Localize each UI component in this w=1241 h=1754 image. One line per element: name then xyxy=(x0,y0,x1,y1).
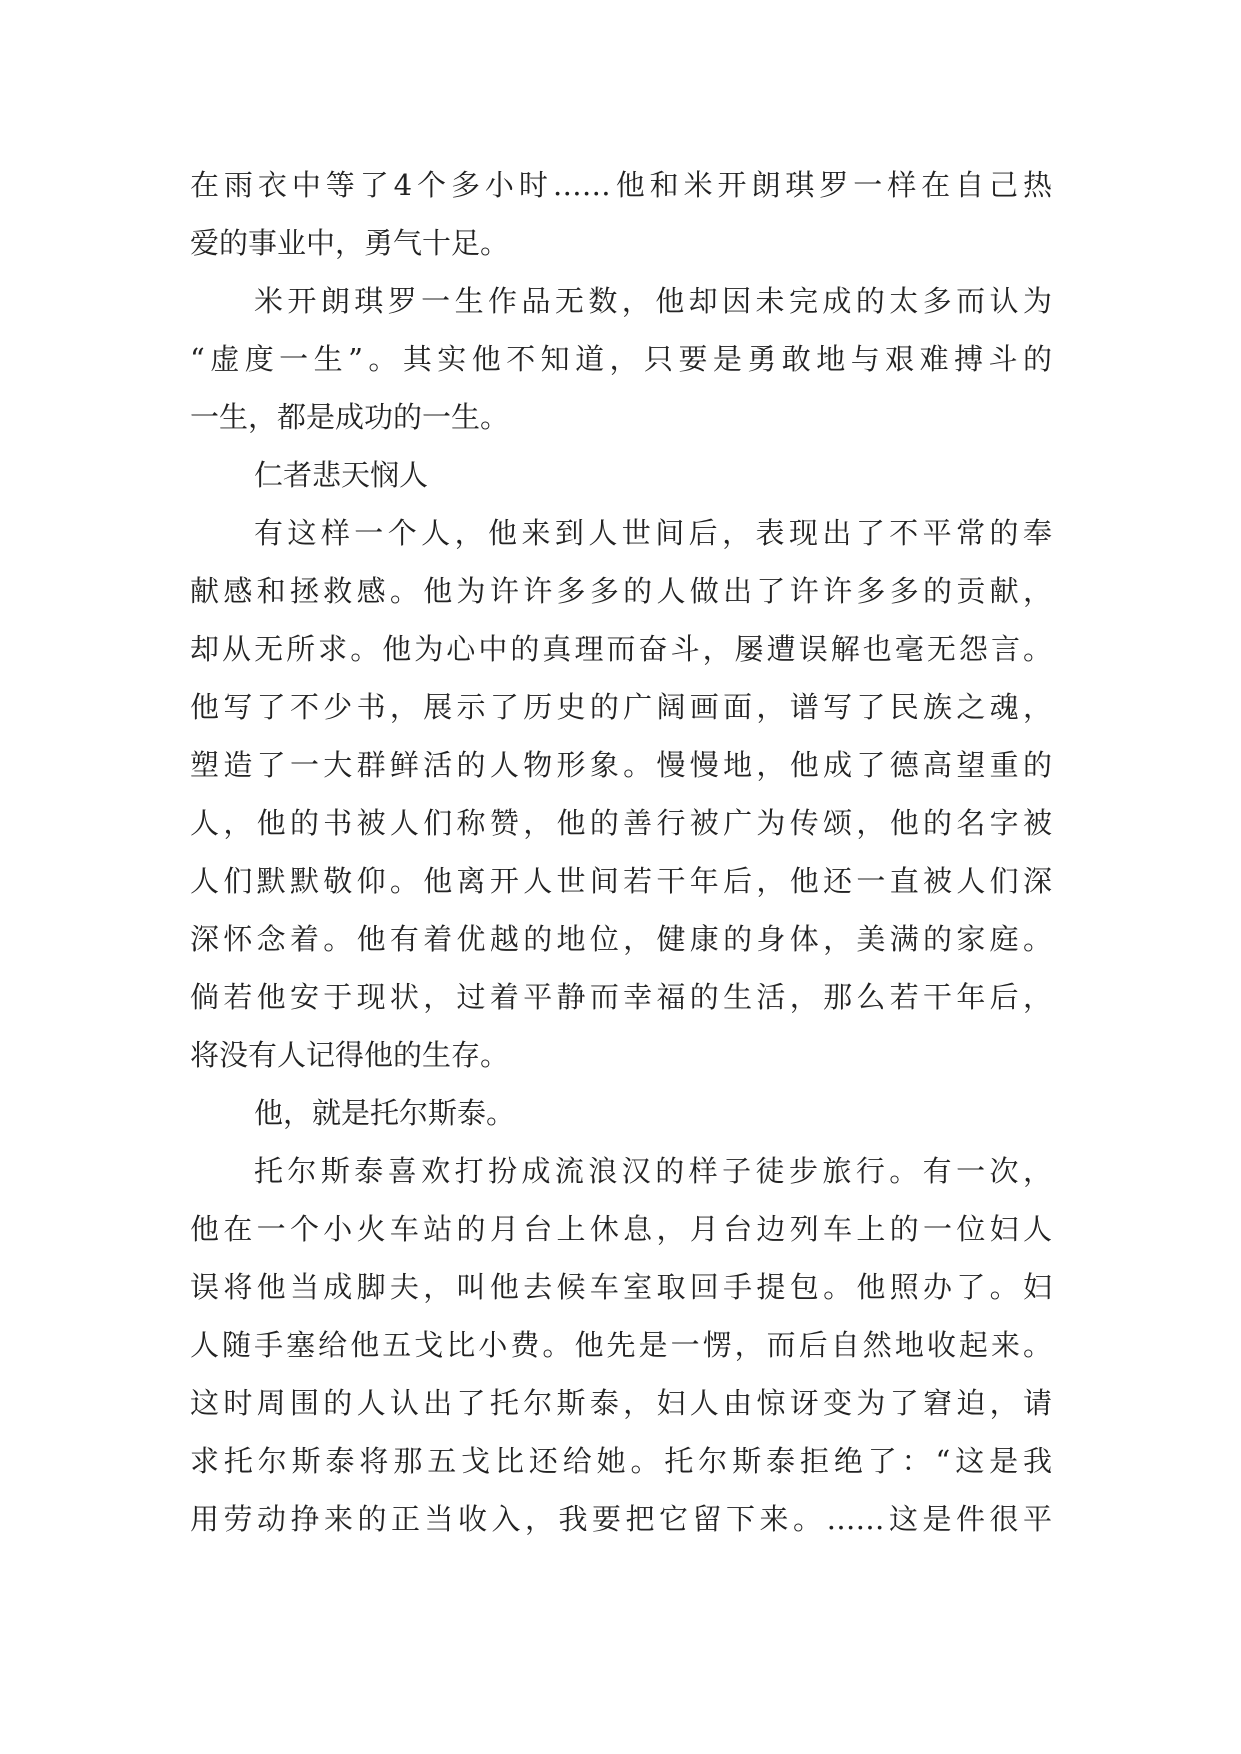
text-line: 他，就是托尔斯泰。 xyxy=(254,1096,516,1130)
text-line: 爱的事业中，勇气十足。 xyxy=(190,226,510,260)
text-line: 他在一个小火车站的月台上休息，月台边列车上的一位妇人 xyxy=(190,1212,1052,1246)
text-line: 米开朗琪罗一生作品无数，他却因未完成的太多而认为 xyxy=(254,284,1052,318)
text-line: 人，他的书被人们称赞，他的善行被广为传颂，他的名字被 xyxy=(190,806,1052,840)
text-line: 却从无所求。他为心中的真理而奋斗，屡遭误解也毫无怨言。 xyxy=(190,632,1052,666)
text-line: 献感和拯救感。他为许许多多的人做出了许许多多的贡献， xyxy=(190,574,1052,608)
text-line: 将没有人记得他的生存。 xyxy=(190,1038,510,1072)
text-line: 在雨衣中等了4个多小时……他和米开朗琪罗一样在自己热 xyxy=(190,168,1052,202)
text-line: 倘若他安于现状，过着平静而幸福的生活，那么若干年后， xyxy=(190,980,1052,1014)
section-heading: 仁者悲天悯人 xyxy=(254,458,429,492)
text-line: 人随手塞给他五戈比小费。他先是一愣，而后自然地收起来。 xyxy=(190,1328,1052,1362)
text-line: 塑造了一大群鲜活的人物形象。慢慢地，他成了德高望重的 xyxy=(190,748,1052,782)
text-line: 求托尔斯泰将那五戈比还给她。托尔斯泰拒绝了：“这是我 xyxy=(190,1444,1052,1478)
text-line: 有这样一个人，他来到人世间后，表现出了不平常的奉 xyxy=(254,516,1052,550)
text-line: 一生，都是成功的一生。 xyxy=(190,400,510,434)
text-line: 用劳动挣来的正当收入，我要把它留下来。……这是件很平 xyxy=(190,1502,1052,1536)
text-line: 托尔斯泰喜欢打扮成流浪汉的样子徒步旅行。有一次， xyxy=(254,1154,1052,1188)
text-line: 误将他当成脚夫，叫他去候车室取回手提包。他照办了。妇 xyxy=(190,1270,1052,1304)
text-line: 这时周围的人认出了托尔斯泰，妇人由惊讶变为了窘迫，请 xyxy=(190,1386,1052,1420)
document-page xyxy=(190,156,1052,1548)
text-line: 人们默默敬仰。他离开人世间若干年后，他还一直被人们深 xyxy=(190,864,1052,898)
text-line: 深怀念着。他有着优越的地位，健康的身体，美满的家庭。 xyxy=(190,922,1052,956)
text-line: “虚度一生”。其实他不知道，只要是勇敢地与艰难搏斗的 xyxy=(190,342,1052,376)
text-line: 他写了不少书，展示了历史的广阔画面，谱写了民族之魂， xyxy=(190,690,1052,724)
